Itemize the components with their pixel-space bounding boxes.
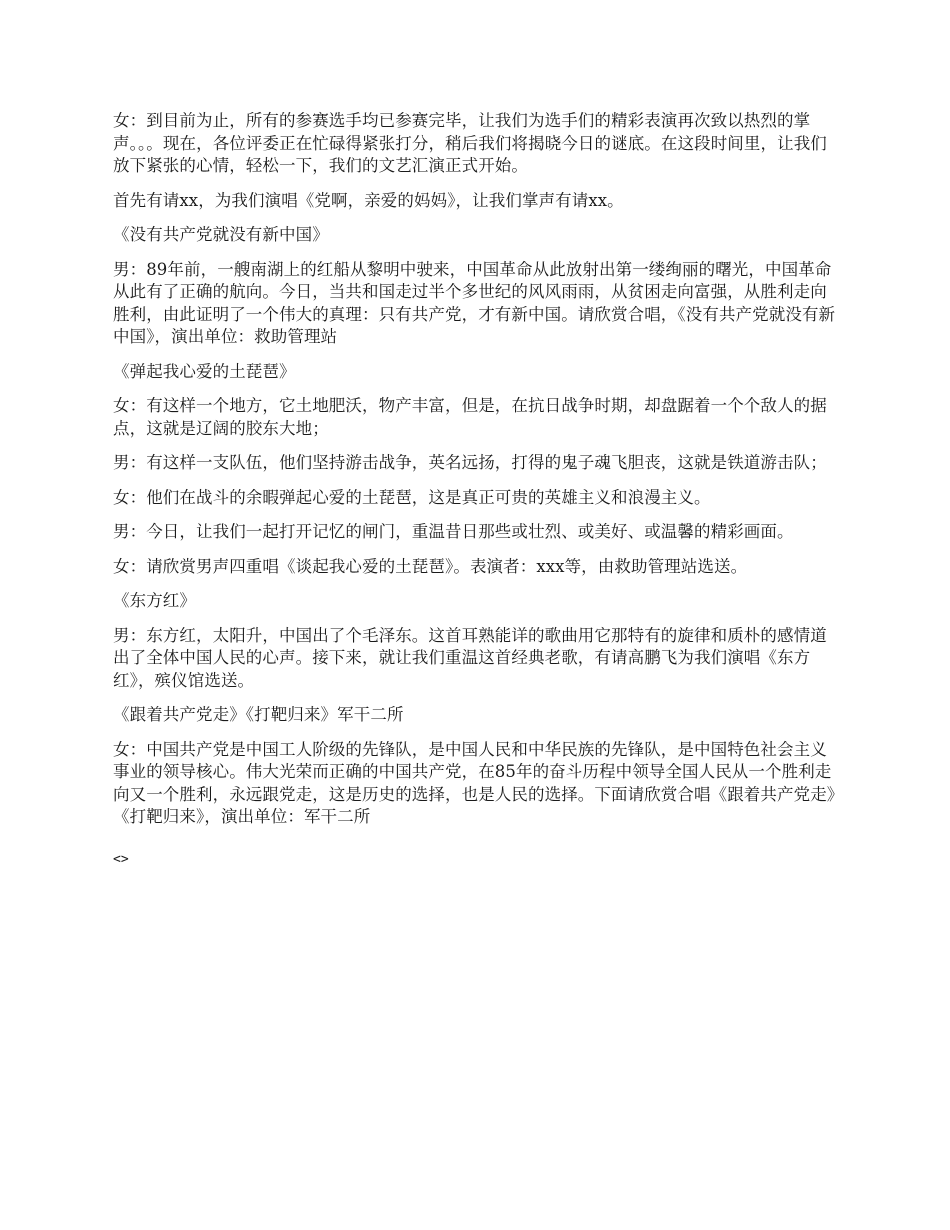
paragraph-first-invite: 首先有请xx，为我们演唱《党啊，亲爱的妈妈》，让我们掌声有请xx。 xyxy=(113,190,624,210)
document-body xyxy=(113,110,843,871)
program-title-follow-party: 《跟着共产党走》《打靶归来》军干二所 xyxy=(113,705,404,724)
footer-mark: <> xyxy=(113,851,129,867)
program-title-east-red: 《东方红》 xyxy=(113,591,196,610)
paragraph-memory-gate: 男：今日，让我们一起打开记忆的闸门，重温昔日那些或壮烈、或美好、或温馨的精彩画面。 xyxy=(113,522,794,541)
paragraph-heroism: 女：他们在战斗的余暇弹起心爱的土琵琶，这是真正可贵的英雄主义和浪漫主义。 xyxy=(113,487,711,507)
paragraph-red-boat: 男：89年前，一艘南湖上的红船从黎明中驶来，中国革命从此放射出第一缕绚丽的曙光，中国革命从此有了正确的航向。今日，当共和国走过半个多世纪的风风雨雨，从贫困走向富强，从胜利走向胜利，由此证明了一个伟大的真理：只有共产党，才有新中国。请欣赏合唱，《没有共产党就没有新中国》，演出单位：救助管理站 xyxy=(113,259,836,346)
program-title-pipa: 《弹起我心爱的土琵琶》 xyxy=(113,361,296,381)
paragraph-jiaodong: 女：有这样一个地方，它土地肥沃，物产丰富，但是，在抗日战争时期，却盘踞着一个个敌人的据点，这就是辽阔的胶东大地； xyxy=(113,396,827,438)
paragraph-east-red: 男：东方红，太阳升，中国出了个毛泽东。这首耳熟能详的歌曲用它那特有的旋律和质朴的感情道出了全体中国人民的心声。接下来，就让我们重温这首经典老歌，有请高鹏飞为我们演唱《东方红》，殡仪馆选送。 xyxy=(113,625,827,690)
paragraph-opening: 女：到目前为止，所有的参赛选手均已参赛完毕，让我们为选手们的精彩表演再次致以热烈的掌声。。。现在，各位评委正在忙碌得紧张打分，稍后我们将揭晓今日的谜底。在这段时间里，让我们放下紧张的心情，轻松一下，我们的文艺汇演正式开始。 xyxy=(113,111,827,175)
program-title-no-party-no-china: 《没有共产党就没有新中国》 xyxy=(113,225,329,244)
paragraph-railway-guerrilla: 男：有这样一支队伍，他们坚持游击战争，英名远扬，打得的鬼子魂飞胆丧，这就是铁道游击队； xyxy=(113,453,827,472)
paragraph-quartet: 女：请欣赏男声四重唱《谈起我心爱的土琵琶》。表演者：xxx等，由救助管理站选送。 xyxy=(113,556,748,576)
paragraph-vanguard: 女：中国共产党是中国工人阶级的先锋队，是中国人民和中华民族的先锋队，是中国特色社会主义事业的领导核心。伟大光荣而正确的中国共产党，在85年的奋斗历程中领导全国人民从一个胜利走向又一个胜利，永远跟党走，这是历史的选择，也是人民的选择。下面请欣赏合唱《跟着共产党走》《打靶归来》，演出单位：军干二所 xyxy=(113,739,836,826)
